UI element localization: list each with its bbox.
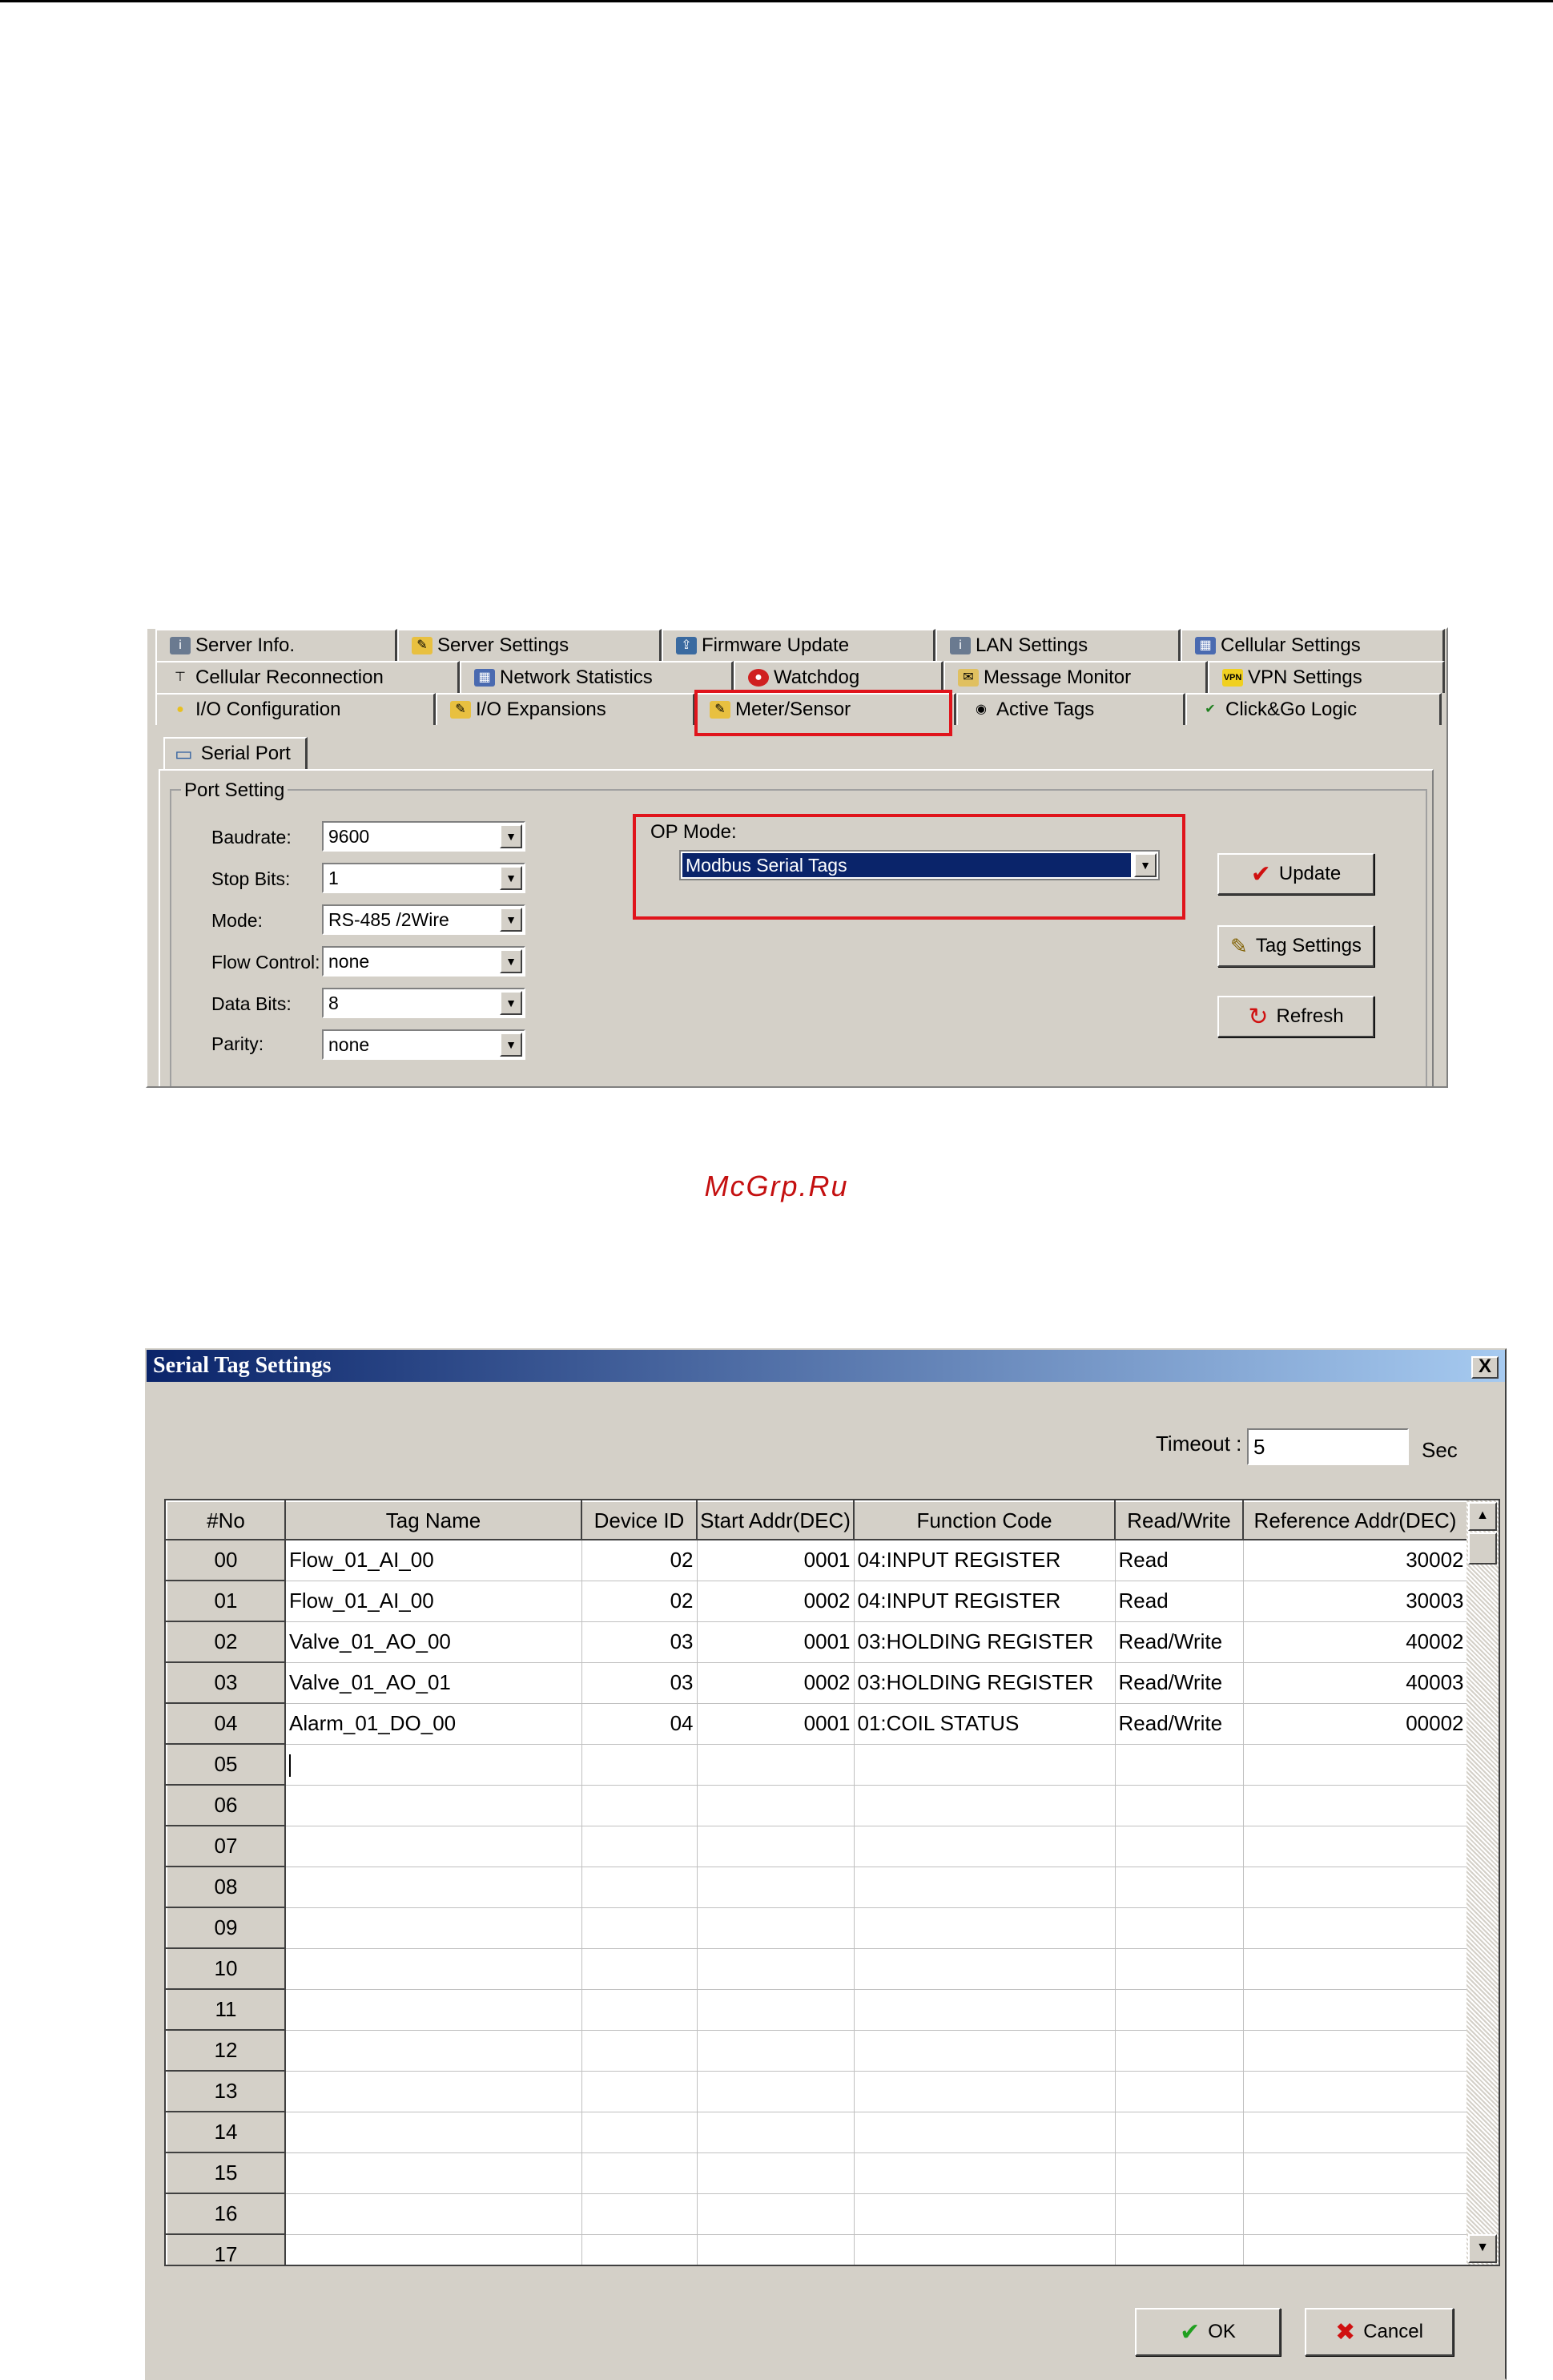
parity-select[interactable]: none ▼ xyxy=(322,1029,525,1060)
dialog-title: Serial Tag Settings xyxy=(153,1353,332,1378)
close-button[interactable] xyxy=(1471,1356,1499,1379)
cell-device-id[interactable] xyxy=(581,2193,697,2234)
cell-function-code[interactable]: 04:INPUT REGISTER xyxy=(854,1540,1115,1581)
scroll-down-icon[interactable]: ▼ xyxy=(1468,2234,1497,2263)
cell-tag-name[interactable] xyxy=(285,1785,581,1826)
cell-no: 10 xyxy=(167,1948,285,1989)
table-row[interactable] xyxy=(167,1907,1467,1948)
stop-bits-select[interactable]: 1 ▼ xyxy=(322,863,525,893)
tab-cellular-settings[interactable]: ▦ Cellular Settings xyxy=(1181,629,1445,661)
cell-start-addr[interactable]: 0002 xyxy=(697,1581,854,1621)
cell-start-addr[interactable] xyxy=(697,2071,854,2112)
flow-control-label: Flow Control: xyxy=(211,952,320,973)
watchdog-icon: ● xyxy=(748,669,769,687)
settings-window xyxy=(146,627,1448,1088)
table-row[interactable] xyxy=(167,1948,1467,1989)
cell-read-write[interactable] xyxy=(1115,1867,1243,1907)
cell-tag-name[interactable] xyxy=(285,1948,581,1989)
cell-function-code[interactable] xyxy=(854,2152,1115,2193)
cell-start-addr[interactable] xyxy=(697,2030,854,2071)
tab-network-statistics[interactable]: ▦ Network Statistics xyxy=(460,661,734,693)
cell-no: 07 xyxy=(167,1826,285,1867)
table-row[interactable] xyxy=(167,2071,1467,2112)
table-row[interactable] xyxy=(167,1785,1467,1826)
ok-button[interactable]: ✔ OK xyxy=(1135,2308,1281,2356)
edit-icon: ✎ xyxy=(1230,933,1248,958)
cell-read-write[interactable] xyxy=(1115,2112,1243,2152)
table-row[interactable] xyxy=(167,1540,1467,1581)
timeout-label: Timeout : xyxy=(1156,1432,1242,1456)
check-icon: ✔ xyxy=(1250,860,1271,888)
cell-no: 08 xyxy=(167,1867,285,1907)
op-mode-select[interactable]: Modbus Serial Tags ▼ xyxy=(679,850,1160,880)
cell-tag-name[interactable] xyxy=(285,1907,581,1948)
cell-function-code[interactable] xyxy=(854,1989,1115,2030)
cell-start-addr[interactable]: 0002 xyxy=(697,1662,854,1703)
cell-reference-addr[interactable] xyxy=(1243,1867,1467,1907)
col-read-write-header[interactable]: Read/Write xyxy=(1115,1501,1243,1540)
cell-no: 09 xyxy=(167,1907,285,1948)
cell-tag-name[interactable] xyxy=(285,2193,581,2234)
tab-io-configuration[interactable]: ● I/O Configuration xyxy=(155,693,436,725)
data-bits-label: Data Bits: xyxy=(211,993,292,1014)
table-row[interactable] xyxy=(167,2193,1467,2234)
cell-read-write[interactable]: Read xyxy=(1115,1540,1243,1581)
network-icon: ▦ xyxy=(474,669,495,687)
cell-read-write[interactable] xyxy=(1115,1907,1243,1948)
cell-function-code[interactable] xyxy=(854,2071,1115,2112)
timeout-input[interactable]: 5 xyxy=(1247,1428,1409,1465)
table-row[interactable] xyxy=(167,2112,1467,2152)
baudrate-label: Baudrate: xyxy=(211,827,292,848)
cell-device-id[interactable]: 02 xyxy=(581,1581,697,1621)
cell-read-write[interactable]: Read/Write xyxy=(1115,1703,1243,1744)
cell-device-id[interactable] xyxy=(581,1744,697,1785)
table-row[interactable] xyxy=(167,1621,1467,1662)
cell-no: 04 xyxy=(167,1703,285,1744)
table-row[interactable] xyxy=(167,1989,1467,2030)
cell-function-code[interactable] xyxy=(854,2193,1115,2234)
tab-server-settings[interactable]: ✎ Server Settings xyxy=(397,629,662,661)
chevron-down-icon[interactable]: ▼ xyxy=(500,908,522,932)
mode-label: Mode: xyxy=(211,910,263,931)
cell-device-id[interactable] xyxy=(581,2071,697,2112)
cell-reference-addr[interactable]: 00002 xyxy=(1243,1703,1467,1744)
tab-meter-sensor[interactable]: ✎ Meter/Sensor xyxy=(695,693,956,725)
stop-bits-label: Stop Bits: xyxy=(211,868,291,889)
cell-read-write[interactable]: Read/Write xyxy=(1115,1621,1243,1662)
cancel-button[interactable]: ✖ Cancel xyxy=(1305,2308,1454,2356)
data-bits-select[interactable]: 8 ▼ xyxy=(322,988,525,1018)
cell-device-id[interactable] xyxy=(581,1907,697,1948)
cell-start-addr[interactable]: 0001 xyxy=(697,1703,854,1744)
serial-tag-settings-dialog xyxy=(145,1348,1507,2380)
tab-click-go-logic[interactable]: ✔ Click&Go Logic xyxy=(1185,693,1442,725)
table-row[interactable] xyxy=(167,1581,1467,1621)
tab-vpn-settings[interactable]: VPN VPN Settings xyxy=(1208,661,1445,693)
col-device-id-header[interactable]: Device ID xyxy=(581,1501,697,1540)
refresh-icon: ↻ xyxy=(1248,1003,1269,1030)
cell-start-addr[interactable] xyxy=(697,1867,854,1907)
cell-reference-addr[interactable]: 30003 xyxy=(1243,1581,1467,1621)
op-mode-highlight xyxy=(633,814,1185,920)
cell-function-code[interactable]: 03:HOLDING REGISTER xyxy=(854,1621,1115,1662)
watermark: McGrp.Ru xyxy=(704,1170,849,1202)
cell-function-code[interactable] xyxy=(854,2234,1115,2266)
cell-start-addr[interactable]: 0001 xyxy=(697,1621,854,1662)
scroll-up-icon[interactable]: ▲ xyxy=(1468,1502,1497,1531)
tab-firmware-update[interactable]: ⇪ Firmware Update xyxy=(662,629,935,661)
cell-start-addr[interactable] xyxy=(697,2234,854,2266)
col-start-addr-header[interactable]: Start Addr(DEC) xyxy=(697,1501,854,1540)
cell-no: 03 xyxy=(167,1662,285,1703)
chevron-down-icon[interactable]: ▼ xyxy=(500,991,522,1015)
port-setting-label: Port Setting xyxy=(181,779,288,802)
cell-device-id[interactable] xyxy=(581,1785,697,1826)
tab-row-2 xyxy=(155,661,1445,693)
cell-read-write[interactable] xyxy=(1115,1989,1243,2030)
chevron-down-icon[interactable]: ▼ xyxy=(500,1033,522,1057)
message-icon: ✉ xyxy=(958,669,979,687)
info-icon: i xyxy=(170,637,191,654)
baudrate-select[interactable]: 9600 ▼ xyxy=(322,821,525,852)
cell-function-code[interactable] xyxy=(854,1907,1115,1948)
network-icon: ▦ xyxy=(1195,637,1216,654)
cell-device-id[interactable] xyxy=(581,1989,697,2030)
edit-icon: ✎ xyxy=(412,637,433,654)
cell-function-code[interactable] xyxy=(854,1744,1115,1785)
vertical-scrollbar[interactable] xyxy=(1466,1500,1499,2265)
cell-no: 11 xyxy=(167,1989,285,2030)
cell-function-code[interactable] xyxy=(854,1785,1115,1826)
chevron-down-icon[interactable]: ▼ xyxy=(500,866,522,890)
cell-tag-name[interactable] xyxy=(285,2030,581,2071)
cell-device-id[interactable] xyxy=(581,2234,697,2266)
cell-reference-addr[interactable]: 40003 xyxy=(1243,1662,1467,1703)
cell-device-id[interactable] xyxy=(581,1826,697,1867)
timeout-unit: Sec xyxy=(1422,1438,1458,1462)
cell-tag-name[interactable] xyxy=(285,1826,581,1867)
cell-read-write[interactable] xyxy=(1115,1744,1243,1785)
cancel-icon: ✖ xyxy=(1335,2318,1356,2346)
cell-reference-addr[interactable] xyxy=(1243,1826,1467,1867)
cell-start-addr[interactable] xyxy=(697,1744,854,1785)
tab-row-1 xyxy=(155,629,1445,661)
table-row[interactable] xyxy=(167,1662,1467,1703)
table-row[interactable] xyxy=(167,2234,1467,2266)
cell-tag-name[interactable]: Valve_01_AO_00 xyxy=(285,1621,581,1662)
cell-tag-name[interactable] xyxy=(285,2071,581,2112)
header-row xyxy=(167,1501,1467,1540)
cell-reference-addr[interactable] xyxy=(1243,2071,1467,2112)
check-icon: ✔ xyxy=(1205,703,1216,716)
tag-table xyxy=(166,1500,1468,2266)
eye-icon: ◉ xyxy=(976,703,987,716)
cell-reference-addr[interactable] xyxy=(1243,2193,1467,2234)
edit-icon: ✎ xyxy=(710,701,730,719)
cell-tag-name[interactable] xyxy=(285,1744,581,1785)
dialog-title-bar xyxy=(147,1350,1505,1382)
cell-start-addr[interactable] xyxy=(697,2193,854,2234)
cell-device-id[interactable] xyxy=(581,2152,697,2193)
cell-read-write[interactable] xyxy=(1115,2193,1243,2234)
firmware-icon: ⇪ xyxy=(676,637,697,654)
cell-device-id[interactable] xyxy=(581,1948,697,1989)
tab-cellular-reconnection[interactable]: ⊤ Cellular Reconnection xyxy=(155,661,460,693)
cell-device-id[interactable] xyxy=(581,2112,697,2152)
tab-serial-port[interactable]: ▭ Serial Port xyxy=(163,737,308,769)
scroll-thumb[interactable] xyxy=(1468,1532,1497,1565)
cell-start-addr[interactable] xyxy=(697,1989,854,2030)
cell-reference-addr[interactable] xyxy=(1243,1785,1467,1826)
cell-no: 12 xyxy=(167,2030,285,2071)
cell-no: 14 xyxy=(167,2112,285,2152)
cell-function-code[interactable] xyxy=(854,2112,1115,2152)
vpn-icon: VPN xyxy=(1222,669,1243,687)
tab-io-expansions[interactable]: ✎ I/O Expansions xyxy=(436,693,695,725)
cell-tag-name[interactable]: Flow_01_AI_00 xyxy=(285,1581,581,1621)
close-icon: X xyxy=(1478,1355,1491,1377)
cell-reference-addr[interactable] xyxy=(1243,2112,1467,2152)
cell-tag-name[interactable]: Valve_01_AO_01 xyxy=(285,1662,581,1703)
op-mode-label: OP Mode: xyxy=(650,821,737,843)
col-tag-name-header[interactable]: Tag Name xyxy=(285,1501,581,1540)
text-cursor xyxy=(289,1754,291,1777)
update-button[interactable]: ✔ Update xyxy=(1217,853,1374,895)
chevron-down-icon[interactable]: ▼ xyxy=(500,824,522,848)
tab-message-monitor[interactable]: ✉ Message Monitor xyxy=(943,661,1208,693)
cell-tag-name[interactable] xyxy=(285,2112,581,2152)
cell-device-id[interactable]: 04 xyxy=(581,1703,697,1744)
chevron-down-icon[interactable]: ▼ xyxy=(1134,853,1157,877)
serial-port-icon: ▭ xyxy=(175,743,193,765)
cell-no: 17 xyxy=(167,2234,285,2266)
cell-tag-name[interactable]: Flow_01_AI_00 xyxy=(285,1540,581,1581)
tag-settings-button[interactable]: ✎ Tag Settings xyxy=(1217,925,1374,967)
cell-start-addr[interactable]: 0001 xyxy=(697,1540,854,1581)
cell-function-code[interactable]: 01:COIL STATUS xyxy=(854,1703,1115,1744)
table-row[interactable] xyxy=(167,1744,1467,1785)
table-row[interactable] xyxy=(167,2152,1467,2193)
cell-read-write[interactable] xyxy=(1115,2234,1243,2266)
cell-no: 01 xyxy=(167,1581,285,1621)
cell-start-addr[interactable] xyxy=(697,1948,854,1989)
cell-reference-addr[interactable] xyxy=(1243,2234,1467,2266)
parity-label: Parity: xyxy=(211,1033,264,1054)
tag-grid xyxy=(164,1499,1500,2266)
cell-reference-addr[interactable] xyxy=(1243,1907,1467,1948)
cell-reference-addr[interactable]: 40002 xyxy=(1243,1621,1467,1662)
tab-active-tags[interactable]: ◉ Active Tags xyxy=(956,693,1185,725)
cell-reference-addr[interactable] xyxy=(1243,1989,1467,2030)
cell-no: 15 xyxy=(167,2152,285,2193)
cell-function-code[interactable]: 04:INPUT REGISTER xyxy=(854,1581,1115,1621)
cell-read-write[interactable] xyxy=(1115,2030,1243,2071)
cell-reference-addr[interactable] xyxy=(1243,2030,1467,2071)
cell-no: 13 xyxy=(167,2071,285,2112)
cell-tag-name[interactable] xyxy=(285,2152,581,2193)
cell-tag-name[interactable] xyxy=(285,1989,581,2030)
cell-read-write[interactable]: Read/Write xyxy=(1115,1662,1243,1703)
cell-read-write[interactable] xyxy=(1115,1785,1243,1826)
cell-start-addr[interactable] xyxy=(697,1785,854,1826)
cell-reference-addr[interactable]: 30002 xyxy=(1243,1540,1467,1581)
col-no-header[interactable]: #No xyxy=(167,1501,285,1540)
cell-no: 00 xyxy=(167,1540,285,1581)
table-row[interactable] xyxy=(167,2030,1467,2071)
cell-read-write[interactable] xyxy=(1115,1948,1243,1989)
cell-function-code[interactable]: 03:HOLDING REGISTER xyxy=(854,1662,1115,1703)
edit-icon: ✎ xyxy=(450,701,471,719)
cell-reference-addr[interactable] xyxy=(1243,1744,1467,1785)
cell-device-id[interactable] xyxy=(581,2030,697,2071)
tab-server-info[interactable]: i Server Info. xyxy=(155,629,397,661)
cell-read-write[interactable] xyxy=(1115,2071,1243,2112)
bulb-icon: ● xyxy=(176,703,184,716)
page-top-rule xyxy=(0,0,1553,2)
cell-function-code[interactable] xyxy=(854,2030,1115,2071)
table-row[interactable] xyxy=(167,1703,1467,1744)
cell-start-addr[interactable] xyxy=(697,2112,854,2152)
cell-read-write[interactable] xyxy=(1115,1826,1243,1867)
cell-start-addr[interactable] xyxy=(697,1826,854,1867)
check-icon: ✔ xyxy=(1180,2318,1201,2346)
cell-device-id[interactable]: 03 xyxy=(581,1621,697,1662)
refresh-button[interactable]: ↻ Refresh xyxy=(1217,996,1374,1037)
antenna-icon: ⊤ xyxy=(175,671,186,684)
cell-read-write[interactable] xyxy=(1115,2152,1243,2193)
chevron-down-icon[interactable]: ▼ xyxy=(500,949,522,973)
cell-reference-addr[interactable] xyxy=(1243,1948,1467,1989)
cell-device-id[interactable] xyxy=(581,1867,697,1907)
cell-function-code[interactable] xyxy=(854,1948,1115,1989)
cell-read-write[interactable]: Read xyxy=(1115,1581,1243,1621)
cell-function-code[interactable] xyxy=(854,1826,1115,1867)
cell-tag-name[interactable] xyxy=(285,2234,581,2266)
mode-select[interactable]: RS-485 /2Wire ▼ xyxy=(322,904,525,935)
cell-no: 05 xyxy=(167,1744,285,1785)
meter-sensor-highlight xyxy=(694,690,952,736)
cell-device-id[interactable]: 03 xyxy=(581,1662,697,1703)
cell-start-addr[interactable] xyxy=(697,2152,854,2193)
cell-device-id[interactable]: 02 xyxy=(581,1540,697,1581)
table-row[interactable] xyxy=(167,1826,1467,1867)
cell-start-addr[interactable] xyxy=(697,1907,854,1948)
col-reference-addr-header[interactable]: Reference Addr(DEC) xyxy=(1243,1501,1467,1540)
cell-function-code[interactable] xyxy=(854,1867,1115,1907)
tab-watchdog[interactable]: ● Watchdog xyxy=(734,661,943,693)
tab-lan-settings[interactable]: i LAN Settings xyxy=(935,629,1181,661)
col-function-code-header[interactable]: Function Code xyxy=(854,1501,1115,1540)
cell-no: 02 xyxy=(167,1621,285,1662)
table-row[interactable] xyxy=(167,1867,1467,1907)
cell-no: 06 xyxy=(167,1785,285,1826)
cell-no: 16 xyxy=(167,2193,285,2234)
cell-tag-name[interactable]: Alarm_01_DO_00 xyxy=(285,1703,581,1744)
flow-control-select[interactable]: none ▼ xyxy=(322,946,525,977)
info-icon: i xyxy=(950,637,971,654)
cell-tag-name[interactable] xyxy=(285,1867,581,1907)
cell-reference-addr[interactable] xyxy=(1243,2152,1467,2193)
